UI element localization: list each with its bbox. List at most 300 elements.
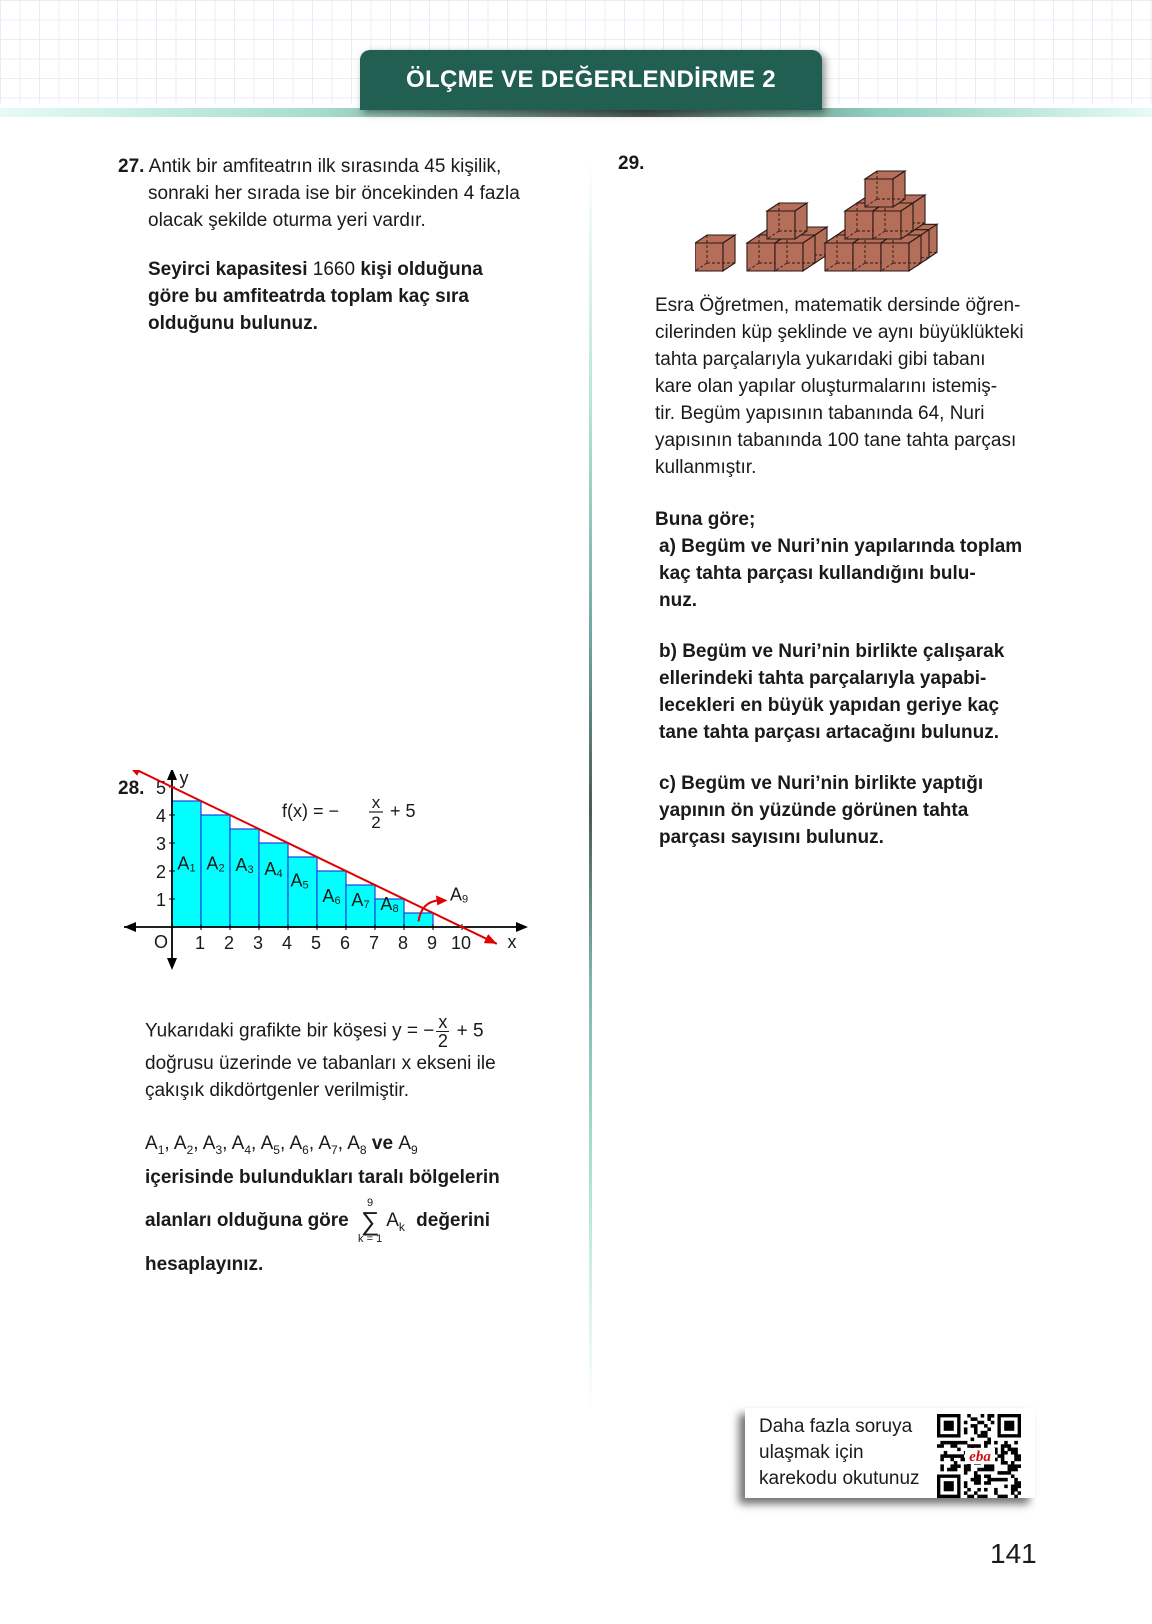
question-number: 27.: [118, 156, 145, 177]
qr-module: [940, 1444, 944, 1448]
qr-module: [974, 1444, 978, 1448]
qr-module: [1001, 1454, 1005, 1458]
q29-part-c-line: parçası sayısını bulunuz.: [659, 827, 884, 848]
x-tick-label: 8: [397, 933, 409, 953]
bar-label-a9: A9: [450, 884, 469, 906]
fraction-numerator: x: [438, 1012, 448, 1032]
question-number: 28.: [118, 778, 145, 799]
qr-module: [981, 1414, 985, 1418]
x-tick-label: 10: [450, 933, 472, 953]
qr-module: [977, 1421, 981, 1425]
qr-module: [964, 1485, 968, 1489]
bar-label-subscript: 5: [302, 879, 309, 892]
qr-module: [957, 1454, 961, 1458]
area-subscript: 5: [273, 1142, 280, 1157]
qr-module: [967, 1468, 971, 1472]
qr-module: [1018, 1458, 1021, 1462]
bar-label-a5: A5: [290, 870, 309, 892]
q29-part-a-line: nuz.: [659, 590, 697, 611]
qr-module: [987, 1414, 991, 1418]
bar-label-subscript: 4: [276, 868, 283, 881]
qr-text-line: Daha fazla soruya: [759, 1416, 913, 1437]
x-tick-label: 5: [310, 933, 322, 953]
qr-module: [964, 1468, 968, 1472]
qr-module: [994, 1478, 998, 1482]
q29-body-line: kare olan yapılar oluşturmalarını istemiş-: [655, 376, 998, 397]
qr-module: [974, 1481, 978, 1485]
qr-module: [940, 1458, 944, 1462]
qr-module: [964, 1471, 968, 1475]
area-subscript: 7: [331, 1142, 338, 1157]
qr-module: [994, 1441, 998, 1445]
qr-module: [1014, 1464, 1018, 1468]
x-axis-arrow-right-icon: [516, 922, 528, 932]
qr-module: [971, 1478, 975, 1482]
q28-desc-text: + 5: [451, 1020, 484, 1042]
qr-module: [971, 1495, 975, 1498]
qr-module: [964, 1427, 968, 1431]
function-label-denominator: 2: [371, 813, 381, 832]
bar-label-a6: A6: [322, 885, 341, 907]
function-label-numerator: x: [371, 793, 381, 812]
qr-module: [1014, 1488, 1018, 1492]
x-tick-label: 7: [368, 933, 380, 953]
qr-module: [1011, 1474, 1015, 1478]
qr-module: [1014, 1468, 1018, 1472]
qr-module: [987, 1417, 991, 1421]
qr-module: [1014, 1451, 1018, 1455]
area-label: $A_9$: [398, 1133, 418, 1157]
qr-text-line: karekodu okutunuz: [759, 1468, 920, 1489]
qr-module: [974, 1474, 978, 1478]
qr-module: [1011, 1448, 1015, 1452]
qr-text-line: ulaşmak için: [759, 1442, 864, 1463]
qr-module: [981, 1468, 985, 1472]
qr-module: [961, 1458, 965, 1462]
column-divider: [589, 160, 592, 1410]
qr-module: [1001, 1458, 1005, 1462]
qr-module: [987, 1427, 991, 1431]
qr-module: [1011, 1451, 1015, 1455]
qr-module: [964, 1421, 968, 1425]
area-subscript: 6: [302, 1142, 309, 1157]
qr-module: [1018, 1491, 1021, 1495]
qr-module: [997, 1478, 1001, 1482]
x-tick-label: 1: [194, 933, 206, 953]
page-number: 141: [990, 1538, 1037, 1569]
sigma-term-subscript: k: [398, 1219, 405, 1234]
cube: [881, 235, 921, 271]
qr-module: [940, 1464, 944, 1468]
qr-module: [1018, 1464, 1021, 1468]
function-label: f(x) = −: [282, 801, 340, 821]
qr-module: [984, 1424, 988, 1428]
qr-module: [964, 1441, 968, 1445]
qr-module: [1004, 1471, 1008, 1475]
qr-module: [1008, 1448, 1012, 1452]
y-axis-arrow-down-icon: [167, 958, 177, 970]
qr-module: [957, 1448, 961, 1452]
qr-code[interactable]: [937, 1414, 1021, 1498]
qr-module: [1004, 1441, 1008, 1445]
qr-module: [947, 1441, 951, 1445]
bar-a4: [259, 843, 288, 927]
qr-module: [967, 1495, 971, 1498]
qr-module: [1014, 1458, 1018, 1462]
q27-question: [118, 256, 568, 337]
area-subscript: 4: [244, 1142, 252, 1157]
qr-module: [997, 1454, 1001, 1458]
qr-module: [997, 1495, 1001, 1498]
sigma-icon: ∑: [360, 1205, 380, 1236]
section-title: ÖLÇME VE DEĞERLENDİRME 2: [406, 66, 776, 93]
cube-front-face: [845, 211, 873, 239]
qr-module: [991, 1421, 995, 1425]
cube: [873, 203, 913, 239]
qr-module: [1014, 1478, 1018, 1482]
q29-part-c: [655, 770, 1075, 851]
qr-module: [974, 1417, 978, 1421]
qr-module: [964, 1464, 968, 1468]
qr-module: [964, 1481, 968, 1485]
y-tick-label: 4: [155, 806, 167, 826]
qr-module: [1011, 1485, 1015, 1489]
qr-module: [994, 1491, 998, 1495]
qr-text: [759, 1414, 929, 1492]
cube-front-face: [881, 243, 909, 271]
q27-question-line3: olduğunu bulunuz.: [148, 313, 318, 334]
qr-module: [984, 1468, 988, 1472]
y-axis-arrow-up-icon: [167, 770, 177, 780]
cube-front-face: [747, 243, 775, 271]
qr-module: [947, 1454, 951, 1458]
area-label: $A_3$: [202, 1133, 223, 1157]
y-tick-label: 1: [155, 890, 167, 910]
bar-label-subscript: 6: [334, 894, 341, 907]
qr-module: [1008, 1444, 1012, 1448]
qr-module: [940, 1441, 944, 1445]
area-label: $A_1$: [145, 1133, 165, 1157]
q29-body-line: Esra Öğretmen, matematik dersinde öğren-: [655, 295, 1021, 316]
bar-label-subscript: 8: [392, 903, 399, 916]
q29-buna-gore: Buna göre;: [655, 509, 756, 530]
qr-module: [1001, 1461, 1005, 1465]
q29-part-b-line: ellerindeki tahta parçalarıyla yapabi-: [659, 668, 987, 689]
qr-module: [1018, 1481, 1021, 1485]
qr-module: [957, 1464, 961, 1468]
qr-module: [961, 1454, 965, 1458]
bar-label-subscript: 1: [189, 862, 196, 875]
cube-front-face: [695, 243, 723, 271]
x-axis-arrow-left-icon: [124, 922, 136, 932]
qr-module: [937, 1444, 941, 1448]
q29-body-line: yapısının tabanında 100 tane tahta parçası: [655, 430, 1017, 451]
conjunction: ve: [371, 1133, 399, 1154]
qr-module: [984, 1441, 988, 1445]
bar-label-subscript: 9: [462, 893, 469, 906]
bar-label-subscript: 7: [363, 899, 370, 911]
bar-label-a7: A7: [351, 890, 370, 911]
qr-module: [1011, 1488, 1015, 1492]
function-label-tail: + 5: [390, 801, 416, 821]
q28-question-line4: hesaplayınız.: [145, 1253, 264, 1275]
x-tick-label: 3: [252, 933, 264, 953]
bar-a3: [230, 829, 259, 927]
q28-areas-list: $A_1$, $A_2$, $A_3$, $A_4$, $A_5$, $A_6$, $A_7$, $A_8$ ve $A_9$: [145, 1133, 418, 1157]
cube: [865, 171, 905, 207]
cube-structures-figure: [695, 168, 965, 278]
cube-front-face: [775, 243, 803, 271]
qr-module: [974, 1431, 978, 1435]
area-label: $A_5$: [260, 1133, 280, 1157]
qr-module: [991, 1464, 995, 1468]
qr-module: [1004, 1461, 1008, 1465]
cube-front-face: [873, 211, 901, 239]
qr-module: [940, 1454, 944, 1458]
qr-module: [994, 1488, 998, 1492]
qr-module: [961, 1441, 965, 1445]
cube: [775, 235, 815, 271]
fraction-denominator: 2: [437, 1031, 448, 1051]
fraction: [436, 1013, 449, 1050]
qr-module: [987, 1468, 991, 1472]
qr-module: [991, 1468, 995, 1472]
qr-module: [954, 1468, 958, 1472]
bar-label-a3: A3: [235, 855, 254, 876]
bar-label-subscript: 3: [247, 864, 254, 876]
qr-finder-pattern: [944, 1481, 954, 1491]
qr-module: [1011, 1461, 1015, 1465]
qr-module: [1001, 1444, 1005, 1448]
qr-module: [1014, 1448, 1018, 1452]
qr-module: [991, 1478, 995, 1482]
qr-module: [967, 1444, 971, 1448]
qr-module: [950, 1441, 954, 1445]
qr-module: [987, 1481, 991, 1485]
qr-code-box: [745, 1408, 1035, 1498]
bar-label-a8: A8: [380, 894, 399, 916]
qr-module: [1004, 1485, 1008, 1489]
cube: [695, 235, 735, 271]
q29-part-c-line: yapının ön yüzünde görünen tahta: [659, 800, 969, 821]
qr-module: [1004, 1451, 1008, 1455]
eba-logo: eba: [969, 1449, 991, 1465]
area-label: $A_4$: [231, 1133, 252, 1157]
qr-module: [987, 1474, 991, 1478]
bar-a5: [288, 857, 317, 927]
qr-module: [1014, 1441, 1018, 1445]
qr-module: [974, 1424, 978, 1428]
q27-question-line2: göre bu amfiteatrda toplam kaç sıra: [148, 286, 469, 307]
question-29: [655, 292, 1075, 851]
qr-module: [1014, 1454, 1018, 1458]
q28-desc-line1: [145, 1013, 565, 1050]
question-number: 29.: [618, 153, 645, 174]
question-28-text: [145, 1013, 565, 1278]
q29-body-line: tir. Begüm yapısının tabanında 64, Nuri: [655, 403, 985, 424]
qr-module: [977, 1474, 981, 1478]
qr-module: [954, 1461, 958, 1465]
q28-question-line2: içerisinde bulundukları taralı bölgelerin: [145, 1166, 500, 1188]
q28-text: alanları olduğuna göre: [145, 1209, 349, 1231]
qr-module: [977, 1495, 981, 1498]
qr-module: [967, 1488, 971, 1492]
qr-module: [1001, 1451, 1005, 1455]
qr-module: [947, 1468, 951, 1472]
qr-module: [984, 1495, 988, 1498]
area-subscript: 3: [215, 1142, 223, 1157]
qr-module: [971, 1424, 975, 1428]
summation: [358, 1197, 382, 1245]
x-tick-label: 9: [426, 933, 438, 953]
qr-module: [984, 1431, 988, 1435]
qr-module: [974, 1491, 978, 1495]
sigma-term: A: [386, 1209, 399, 1231]
qr-finder-pattern: [1004, 1421, 1014, 1431]
q29-part-b-line: lecekleri en büyük yapıdan geriye kaç: [659, 695, 1000, 716]
qr-module: [954, 1454, 958, 1458]
qr-module: [971, 1444, 975, 1448]
qr-module: [987, 1478, 991, 1482]
cube: [767, 203, 807, 239]
qr-module: [1004, 1478, 1008, 1482]
qr-module: [971, 1417, 975, 1421]
qr-module: [984, 1474, 988, 1478]
qr-module: [1008, 1468, 1012, 1472]
qr-module: [1004, 1444, 1008, 1448]
bar-label-a4: A4: [264, 859, 283, 881]
x-axis-label: x: [507, 932, 517, 952]
q28-question: [145, 1130, 565, 1278]
qr-module: [967, 1414, 971, 1418]
area-subscript: 2: [186, 1142, 194, 1157]
qr-module: [950, 1464, 954, 1468]
qr-module: [950, 1444, 954, 1448]
qr-module: [974, 1471, 978, 1475]
qr-module: [981, 1495, 985, 1498]
qr-module: [944, 1454, 948, 1458]
q29-body-line: kullanmıştır.: [655, 457, 757, 478]
bar-label-subscript: 2: [218, 862, 225, 875]
qr-module: [997, 1471, 1001, 1475]
area-subscript: 8: [359, 1142, 367, 1157]
qr-module: [940, 1468, 944, 1472]
qr-module: [1008, 1464, 1012, 1468]
area-label: $A_7$: [318, 1133, 338, 1157]
qr-module: [1018, 1454, 1021, 1458]
bar-label-a1: A1: [177, 853, 196, 875]
qr-module: [974, 1478, 978, 1482]
question-27: [118, 153, 568, 337]
q29-part-a-line: a) Begüm ve Nuri’nin yapılarında toplam: [659, 536, 1023, 557]
q28-text: değerini: [416, 1209, 491, 1231]
qr-module: [1008, 1471, 1012, 1475]
qr-module: [1001, 1448, 1005, 1452]
q27-bold-text: Seyirci kapasitesi: [148, 259, 308, 280]
q29-body: [655, 292, 1075, 481]
area-label: $A_8$: [347, 1133, 367, 1157]
qr-module: [950, 1468, 954, 1472]
area-label: $A_6$: [289, 1133, 309, 1157]
qr-module: [964, 1491, 968, 1495]
y-tick-label: 5: [155, 778, 167, 798]
cube-front-face: [825, 243, 853, 271]
q29-body-line: tahta parçalarıyla yukarıdaki gibi tabanı: [655, 349, 986, 370]
cube-front-face: [853, 243, 881, 271]
sigma-upper-limit: 9: [367, 1196, 374, 1209]
q29-part-b-line: tane tahta parçası artacağını bulunuz.: [659, 722, 999, 743]
qr-module: [957, 1441, 961, 1445]
q27-bold-text: kişi olduğuna: [360, 259, 483, 280]
cube-front-face: [767, 211, 795, 239]
qr-module: [1011, 1468, 1015, 1472]
area-label: $A_2$: [173, 1133, 194, 1157]
area-subscript: 9: [411, 1142, 418, 1157]
qr-module: [987, 1441, 991, 1445]
qr-finder-pattern: [944, 1421, 954, 1431]
qr-module: [991, 1414, 995, 1418]
cube-front-face: [865, 179, 893, 207]
q29-part-b: [655, 638, 1075, 746]
q29-part-a: [655, 533, 1075, 614]
qr-module: [1014, 1495, 1018, 1498]
qr-module: [950, 1458, 954, 1462]
qr-module: [954, 1444, 958, 1448]
qr-module: [981, 1431, 985, 1435]
q27-line2: sonraki her sırada ise bir öncekinden 4 fazla: [148, 183, 520, 204]
qr-module: [954, 1464, 958, 1468]
qr-module: [1001, 1495, 1005, 1498]
qr-module: [971, 1438, 975, 1442]
x-tick-label: 6: [339, 933, 351, 953]
qr-module: [981, 1434, 985, 1438]
x-tick-label: 2: [223, 933, 235, 953]
qr-module: [1018, 1485, 1021, 1489]
qr-module: [964, 1431, 968, 1435]
y-axis-label: y: [179, 770, 189, 788]
qr-module: [977, 1468, 981, 1472]
qr-module: [1011, 1464, 1015, 1468]
qr-module: [977, 1478, 981, 1482]
q28-desc-text: Yukarıdaki grafikte bir köşesi y = −: [145, 1020, 435, 1042]
q29-part-b-line: b) Begüm ve Nuri’nin birlikte çalışarak: [659, 641, 1005, 662]
sigma-lower-limit: k = 1: [358, 1232, 383, 1245]
qr-module: [977, 1444, 981, 1448]
qr-module: [984, 1444, 988, 1448]
qr-module: [974, 1427, 978, 1431]
qr-module: [944, 1441, 948, 1445]
qr-module: [977, 1434, 981, 1438]
qr-module: [1014, 1485, 1018, 1489]
q27-line1: Antik bir amfiteatrın ilk sırasında 45 kişilik,: [148, 156, 502, 177]
qr-module: [977, 1488, 981, 1492]
area-rectangles-chart: [110, 770, 540, 980]
qr-module: [984, 1488, 988, 1492]
q29-part-a-line: kaç tahta parçası kullandığını bulu-: [659, 563, 976, 584]
qr-module: [950, 1454, 954, 1458]
qr-module: [987, 1438, 991, 1442]
y-tick-label: 3: [155, 834, 167, 854]
qr-module: [1014, 1481, 1018, 1485]
area-subscript: 1: [157, 1142, 165, 1157]
qr-module: [977, 1481, 981, 1485]
qr-module: [944, 1451, 948, 1455]
qr-module: [1011, 1491, 1015, 1495]
section-title-banner: [360, 50, 822, 110]
qr-module: [1001, 1471, 1005, 1475]
qr-module: [981, 1421, 985, 1425]
q28-desc-line3: çakışık dikdörtgenler verilmiştir.: [145, 1080, 409, 1101]
